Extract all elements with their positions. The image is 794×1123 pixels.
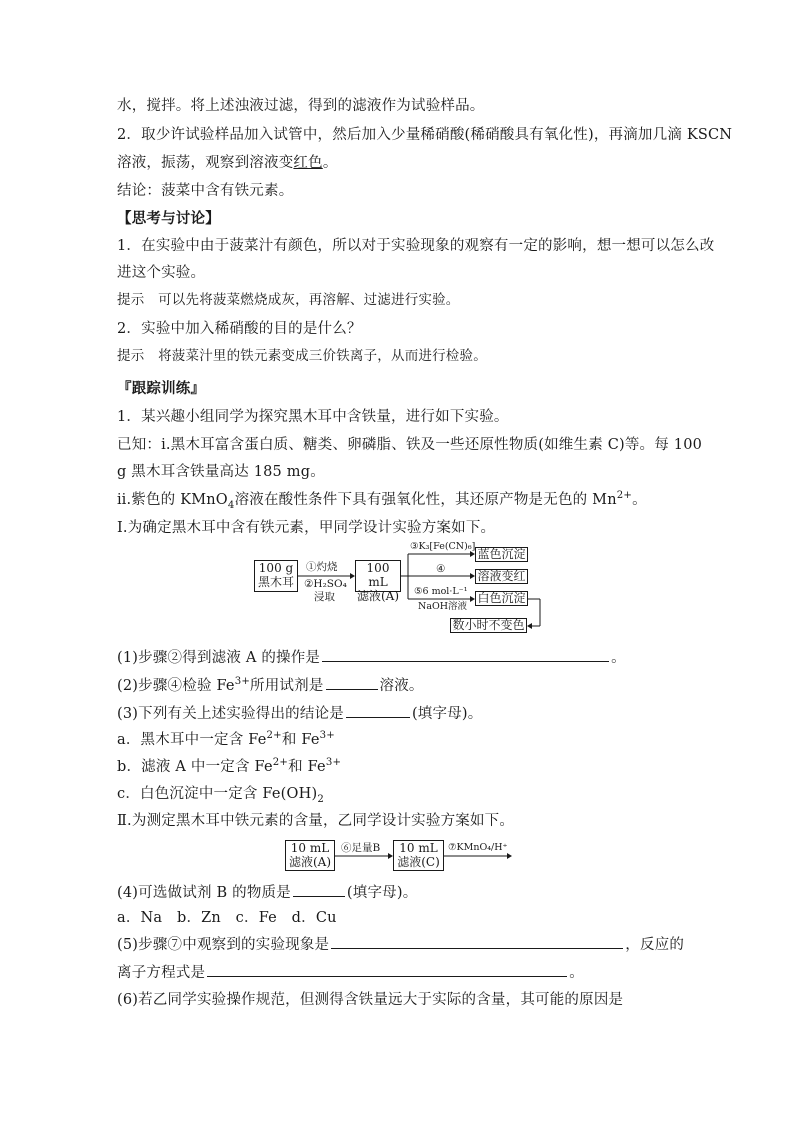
text-segment: (2)步骤④检验 Fe — [117, 678, 235, 694]
sample-box — [254, 560, 298, 592]
step-label: ①灼烧 — [306, 561, 338, 573]
text-line — [117, 153, 679, 173]
text-segment: (填字母)。 — [346, 885, 418, 901]
step-label: ②H₂SO₄ — [304, 578, 347, 590]
question-2 — [117, 675, 679, 696]
question-4 — [117, 882, 679, 903]
text-segment: ⅱ.紫色的 KMnO — [117, 492, 228, 508]
question-4-options: a．Na b．Zn c．Fe d．Cu — [117, 910, 337, 926]
step-label: ⑦KMnO₄/H⁺ — [448, 842, 508, 853]
subscript: 2 — [317, 793, 324, 805]
known-line — [117, 490, 679, 510]
option-a — [117, 730, 679, 750]
answer-blank[interactable] — [346, 703, 410, 718]
step-label: 浸取 — [314, 591, 335, 603]
question-line: 1．在实验中由于菠菜汁有颜色，所以对于实验现象的观察有一定的影响，想一想可以怎么改 — [117, 238, 715, 254]
superscript: 3+ — [234, 676, 251, 688]
option-c — [117, 784, 679, 804]
text-segment: 。 — [632, 492, 647, 508]
highlight-text: 红色 — [293, 155, 323, 171]
box-line: 10 mL — [290, 841, 330, 855]
text-line: 2．取少许试验样品加入试管中，然后加入少量稀硝酸(稀硝酸具有氧化性)，再滴加几滴 KSCN — [117, 127, 733, 143]
text-segment: 。 — [569, 965, 584, 981]
flow-diagram-1 — [254, 541, 544, 636]
section-heading: 『跟踪训练』 — [117, 380, 206, 397]
result-box: 溶液变红 — [475, 569, 528, 584]
text-segment: (3)下列有关上述实验得出的结论是 — [117, 706, 344, 722]
box-line: 黑木耳 — [257, 575, 294, 589]
box-line: 100 mL — [366, 561, 390, 589]
text-segment: 和 Fe — [281, 732, 320, 748]
text-line: 水，搅拌。将上述浊液过滤，得到的滤液作为试验样品。 — [117, 98, 485, 114]
step-label: ⑤6 mol·L⁻¹ — [414, 586, 468, 597]
step-label: ③K₃[Fe(CN)₆] — [410, 541, 476, 552]
question-5-cont — [117, 962, 679, 983]
superscript: 2+ — [616, 490, 633, 502]
conclusion-line: 结论：菠菜中含有铁元素。 — [117, 183, 294, 199]
step-label: NaOH溶液 — [418, 601, 468, 612]
text-segment: 溶液，振荡，观察到溶液变 — [117, 155, 294, 171]
text-segment: 离子方程式是 — [117, 965, 206, 981]
part-heading: Ⅰ.为确定黑木耳中含有铁元素，甲同学设计实验方案如下。 — [117, 520, 496, 536]
part-heading: Ⅱ.为测定黑木耳中铁元素的含量，乙同学设计实验方案如下。 — [117, 813, 515, 829]
question-6: (6)若乙同学实验操作规范，但测得含铁量远大于实际的含量，其可能的原因是 — [117, 992, 624, 1008]
text-segment: 溶液在酸性条件下具有强氧化性，其还原产物是无色的 Mn — [234, 492, 617, 508]
superscript: 3+ — [319, 730, 335, 742]
subscript: 4 — [227, 499, 235, 511]
question-3 — [117, 703, 679, 724]
filtrate-a-box — [285, 840, 335, 871]
superscript: 2+ — [272, 757, 289, 769]
text-segment: b．滤液 A 中一定含 Fe — [117, 759, 273, 775]
answer-blank[interactable] — [207, 962, 567, 977]
problem-line: 1．某兴趣小组同学为探究黑木耳中含铁量，进行如下实验。 — [117, 409, 509, 425]
result-box: 蓝色沉淀 — [475, 547, 528, 562]
text-segment: a．黑木耳中一定含 Fe — [117, 732, 267, 748]
box-line: 滤液(C) — [397, 855, 440, 869]
text-segment: 。 — [322, 155, 338, 171]
flow-diagram-2 — [285, 839, 515, 873]
step-label: ⑥足量B — [341, 842, 381, 854]
answer-blank[interactable] — [326, 675, 378, 690]
text-segment: 。 — [611, 650, 626, 666]
question-1 — [117, 647, 679, 668]
text-segment: ，反应的 — [625, 937, 685, 953]
text-segment: c．白色沉淀中一定含 Fe(OH) — [117, 786, 318, 802]
known-line: 已知：ⅰ.黑木耳富含蛋白质、糖类、卵磷脂、铁及一些还原性物质(如维生素 C)等。每 100 — [117, 437, 703, 453]
text-segment: 溶液。 — [379, 678, 424, 694]
step-label: ④ — [436, 563, 446, 575]
box-line: 100 g — [258, 561, 294, 575]
question-5 — [117, 934, 685, 955]
text-segment: (1)步骤②得到滤液 A 的操作是 — [117, 650, 321, 666]
result-box: 白色沉淀 — [475, 591, 528, 606]
question-line: 进这个实验。 — [117, 265, 206, 281]
superscript: 2+ — [266, 730, 282, 742]
option-b — [117, 757, 679, 777]
text-segment: 所用试剂是 — [250, 678, 324, 694]
section-heading: 【思考与讨论】 — [117, 210, 220, 227]
text-segment: (填字母)。 — [411, 706, 483, 722]
text-segment: (4)可选做试剂 B 的物质是 — [117, 885, 291, 901]
text-segment: 和 Fe — [288, 759, 326, 775]
result-box: 数小时不变色 — [450, 618, 527, 633]
box-line: 滤液(A) — [288, 855, 332, 869]
answer-blank[interactable] — [293, 882, 345, 897]
box-line: 10 mL — [399, 841, 438, 855]
question-line: 2．实验中加入稀硝酸的目的是什么？ — [117, 321, 362, 337]
answer-blank[interactable] — [322, 647, 609, 662]
filtrate-c-box — [393, 840, 444, 871]
answer-blank[interactable] — [331, 934, 623, 949]
superscript: 3+ — [325, 757, 342, 769]
known-line: g 黑木耳含铁量高达 185 mg。 — [117, 464, 325, 480]
hint-line: 提示 可以先将菠菜燃烧成灰，再溶解、过滤进行实验。 — [117, 292, 460, 308]
box-line: 滤液(A) — [356, 589, 400, 603]
hint-line: 提示 将菠菜汁里的铁元素变成三价铁离子，从而进行检验。 — [117, 348, 487, 364]
text-segment: (5)步骤⑦中观察到的实验现象是 — [117, 937, 330, 953]
filtrate-a-box — [355, 560, 401, 603]
